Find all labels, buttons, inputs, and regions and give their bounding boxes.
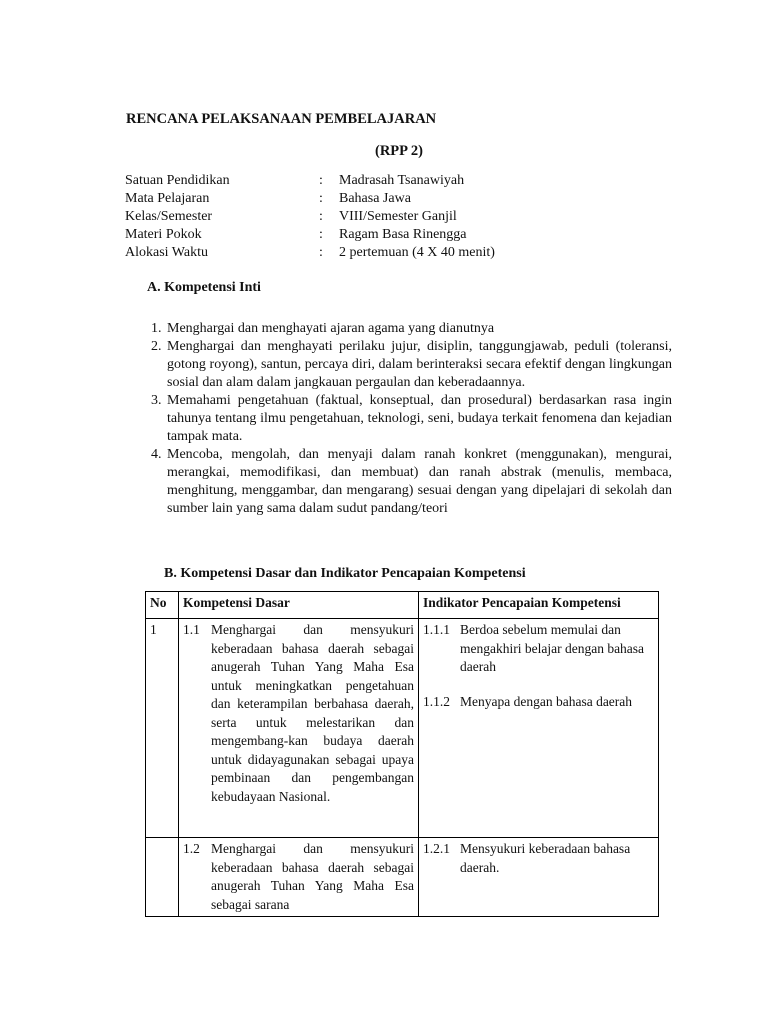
header-no: No	[146, 592, 179, 619]
kd-code: 1.1	[183, 622, 200, 637]
identity-label: Materi Pokok	[125, 227, 202, 242]
identity-label: Alokasi Waktu	[125, 245, 208, 260]
kd-text: Menghargai dan mensyukuri keberadaan bahasa daerah sebagai anugerah Tuhan Yang Maha Esa untuk meningkatkan pengetahuan dan keterampilan berbahasa daerah, serta untuk melestarikan dan mengembang-kan budaya daerah untuk didayagunakan sebagai upaya pembinaan dan pengembangan kebudayaan Nasional.	[211, 622, 414, 804]
kd-code: 1.2	[183, 841, 200, 856]
identity-colon: :	[319, 227, 323, 242]
kd-cell	[179, 838, 419, 917]
indicator-text: Berdoa sebelum memulai dan mengakhiri belajar dengan bahasa daerah	[460, 622, 645, 674]
table-row	[146, 619, 659, 838]
identity-table	[125, 172, 495, 262]
kd-item	[183, 840, 414, 914]
identity-colon: :	[319, 173, 323, 188]
indicator-item	[423, 693, 654, 712]
identity-value: 2 pertemuan (4 X 40 menit)	[339, 245, 495, 260]
identity-label: Satuan Pendidikan	[125, 173, 230, 188]
list-item	[151, 446, 672, 518]
document-title: RENCANA PELAKSANAAN PEMBELAJARAN	[126, 111, 437, 127]
list-item-number: 4.	[151, 447, 162, 462]
identity-value: Madrasah Tsanawiyah	[339, 173, 465, 188]
identity-colon: :	[319, 209, 323, 224]
kompetensi-dasar-table	[145, 591, 659, 917]
identity-value: VIII/Semester Ganjil	[339, 209, 457, 224]
header-indikator: Indikator Pencapaian Kompetensi	[419, 592, 659, 619]
list-item-number: 2.	[151, 339, 162, 354]
table-header-row	[146, 592, 659, 619]
list-item-text: Menghargai dan menghayati perilaku jujur, disiplin, tanggungjawab, peduli (toleransi, gotong royong), santun, percaya diri, dalam berinteraksi secara efektif dengan lingkungan sosial dan alam dalam jangkauan pergaulan dan keberadaannya.	[167, 339, 672, 390]
table-row	[146, 838, 659, 917]
list-item-text: Mencoba, mengolah, dan menyaji dalam ranah konkret (menggunakan), mengurai, merangkai, memodifikasi, dan membuat) dan ranah abstrak (menulis, membaca, menghitung, menggambar, dan mengarang) sesuai dengan yang dipelajari di sekolah dan sumber lain yang sama dalam sudut pandang/teori	[167, 447, 672, 516]
indicator-cell	[419, 619, 659, 838]
kd-text: Menghargai dan mensyukuri keberadaan bahasa daerah sebagai anugerah Tuhan Yang Maha Esa sebagai sarana	[211, 841, 414, 912]
indicator-item	[423, 840, 654, 877]
row-number: 1	[146, 619, 179, 838]
identity-value: Ragam Basa Rinengga	[339, 227, 467, 242]
indicator-code: 1.2.1	[423, 841, 450, 856]
document-subtitle: (RPP 2)	[375, 143, 423, 159]
list-item	[151, 320, 672, 338]
identity-colon: :	[319, 191, 323, 206]
section-b-heading: B. Kompetensi Dasar dan Indikator Pencapaian Kompetensi	[164, 566, 526, 581]
identity-colon: :	[319, 245, 323, 260]
identity-label: Kelas/Semester	[125, 209, 213, 224]
header-kompetensi-dasar: Kompetensi Dasar	[179, 592, 419, 619]
indicator-cell	[419, 838, 659, 917]
identity-row	[125, 190, 495, 208]
identity-row	[125, 172, 495, 190]
identity-label: Mata Pelajaran	[125, 191, 210, 206]
indicator-code: 1.1.2	[423, 693, 450, 709]
identity-row	[125, 226, 495, 244]
list-item-number: 3.	[151, 393, 162, 408]
indicator-text: Mensyukuri keberadaan bahasa daerah.	[460, 841, 631, 875]
list-item-text: Memahami pengetahuan (faktual, konseptual, dan prosedural) berdasarkan rasa ingin tahunya tentang ilmu pengetahuan, teknologi, seni, budaya terkait fenomena dan kejadian tampak mata.	[167, 393, 672, 444]
list-item-number: 1.	[151, 321, 162, 336]
row-number	[146, 838, 179, 917]
list-item	[151, 392, 672, 446]
list-item-text: Menghargai dan menghayati ajaran agama yang dianutnya	[167, 321, 495, 336]
list-item	[151, 338, 672, 392]
identity-row	[125, 208, 495, 226]
kompetensi-inti-list	[151, 320, 672, 518]
kd-item	[183, 621, 414, 806]
identity-value: Bahasa Jawa	[339, 191, 411, 206]
indicator-code: 1.1.1	[423, 622, 450, 637]
identity-row	[125, 244, 495, 262]
indicator-item	[423, 621, 654, 677]
kd-cell	[179, 619, 419, 838]
indicator-text: Menyapa dengan bahasa daerah	[460, 693, 633, 709]
section-a-heading: A. Kompetensi Inti	[147, 280, 261, 295]
